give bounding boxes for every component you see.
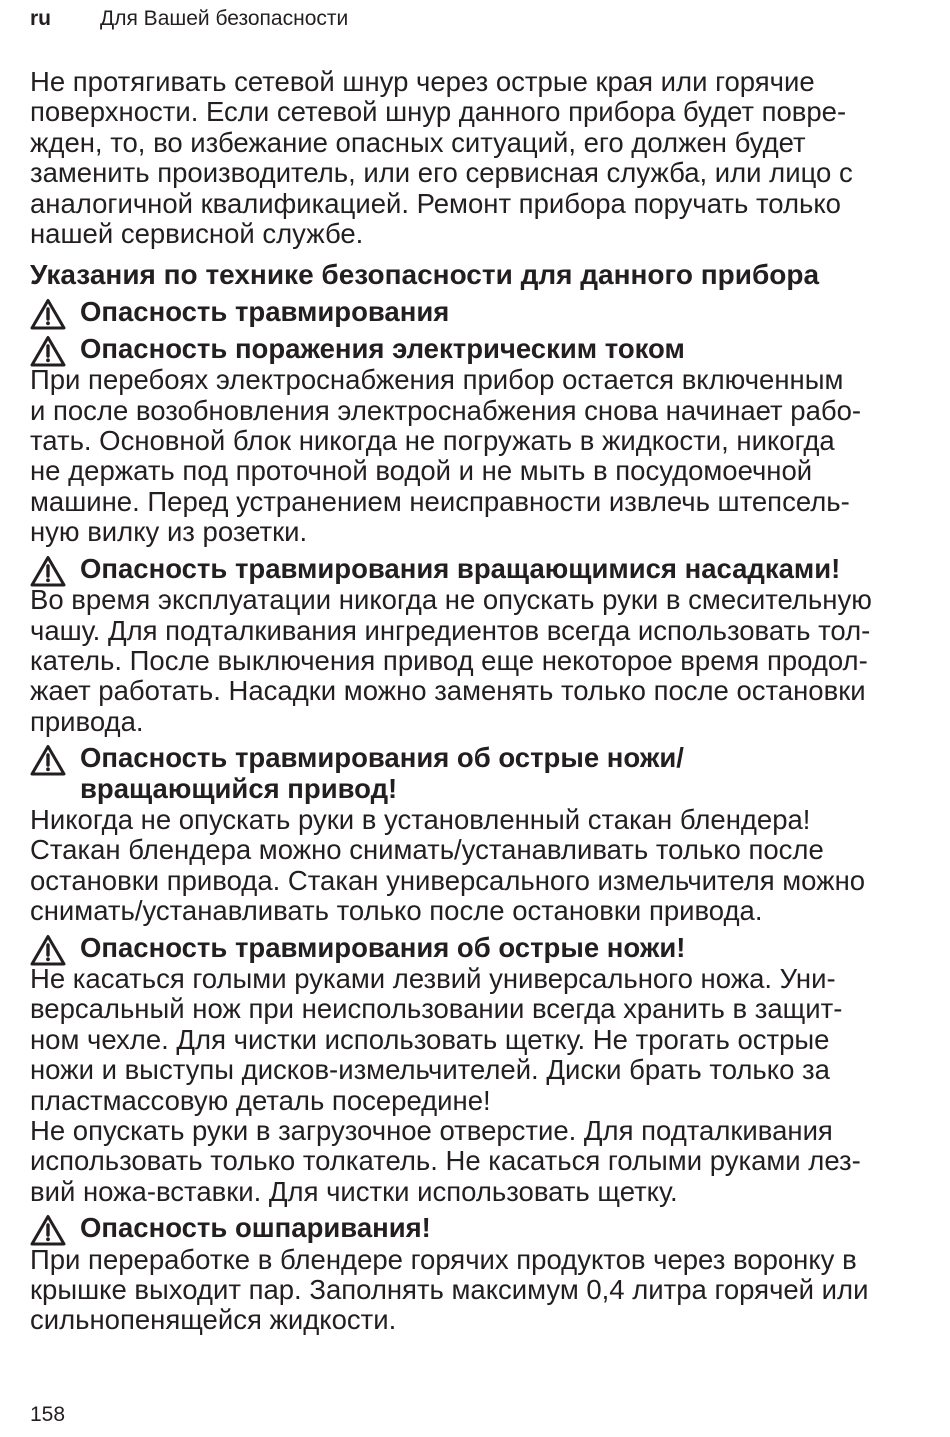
text-line: Не протягивать сетевой шнур через острые края или горячие <box>30 66 815 97</box>
warning-heading <box>30 334 945 364</box>
warning-title-line: Опасность травмирования вращающимися насадками! <box>80 552 841 584</box>
warning-text <box>30 1245 945 1336</box>
text-line: катель. После выключения привод еще некоторое время продол- <box>30 644 868 676</box>
text-line: вий ножа-вставки. Для чистки использовать щетку. <box>30 1175 678 1207</box>
intro-paragraph <box>30 67 945 249</box>
warning-title-line: вращающийся привод! <box>80 772 398 804</box>
text-line: привода. <box>30 705 144 737</box>
text-line: При переработке в блендере горячих продуктов через воронку в <box>30 1243 857 1275</box>
text-line: чашу. Для подталкивания ингредиентов всегда использовать тол- <box>30 614 871 646</box>
warning-text <box>30 365 945 547</box>
page-header <box>30 7 348 31</box>
text-line: заменить производитель, или его сервисная служба, или лицо с <box>30 157 853 189</box>
warning-heading <box>30 743 945 804</box>
page-number: 158 <box>30 1403 66 1426</box>
text-line: крышке выходит пар. Заполнять максимум 0,4 литра горячей или <box>30 1274 869 1306</box>
warning-triangle-icon <box>30 335 66 367</box>
text-line: Никогда не опускать руки в установленный стакан блендера! <box>30 803 811 835</box>
text-line: ножи и выступы дисков-измельчителей. Диски брать только за <box>30 1054 830 1086</box>
text-line: жден, то, во избежание опасных ситуаций, его должен будет <box>30 126 806 158</box>
text-line: Не касаться голыми руками лезвий универсального ножа. Уни- <box>30 962 836 994</box>
language-code: ru <box>30 7 51 30</box>
text-line: сильнопенящейся жидкости. <box>30 1304 397 1336</box>
warning-triangle-icon <box>30 934 66 966</box>
warning-heading <box>30 297 945 327</box>
text-line: нашей сервисной службе. <box>30 218 364 250</box>
warning-heading <box>30 933 945 963</box>
warning-text <box>30 585 945 737</box>
header-section-title: Для Вашей безопасности <box>100 7 349 30</box>
warning-title-line: Опасность поражения электрическим током <box>80 332 685 364</box>
text-line: снимать/устанавливать только после остановки привода. <box>30 895 763 927</box>
text-line: не держать под проточной водой и не мыть в посудомоечной <box>30 455 813 487</box>
warning-text <box>30 805 945 927</box>
text-line: Стакан блендера можно снимать/устанавливать только после <box>30 834 824 866</box>
text-line: аналогичной квалификацией. Ремонт прибора поручать только <box>30 187 841 219</box>
text-line: жает работать. Насадки можно заменять только после остановки <box>30 675 866 707</box>
text-line: тать. Основной блок никогда не погружать в жидкости, никогда <box>30 425 835 457</box>
warning-text <box>30 964 945 1207</box>
warning-title-line: Опасность травмирования об острые ножи! <box>80 931 686 963</box>
text-line: При перебоях электроснабжения прибор остается включенным <box>30 364 844 396</box>
warning-heading <box>30 1213 945 1243</box>
warning-triangle-icon <box>30 744 66 776</box>
warning-heading <box>30 554 945 584</box>
warning-triangle-icon <box>30 555 66 587</box>
text-line: машине. Перед устранением неисправности извлечь штепсель- <box>30 485 850 517</box>
page-content <box>30 67 945 1336</box>
text-line: остановки привода. Стакан универсального измельчителя можно <box>30 864 866 896</box>
text-line: поверхности. Если сетевой шнур данного прибора будет повре- <box>30 96 847 128</box>
warning-triangle-icon <box>30 1214 66 1246</box>
warning-title-line: Опасность ошпаривания! <box>80 1212 431 1244</box>
text-line: использовать только толкатель. Не касаться голыми руками лез- <box>30 1145 861 1177</box>
text-line: Во время эксплуатации никогда не опускать руки в смесительную <box>30 584 872 616</box>
warning-title-line: Опасность травмирования об острые ножи/ <box>80 742 684 774</box>
text-line: и после возобновления электроснабжения снова начинает рабо- <box>30 394 862 426</box>
text-line: версальный нож при неиспользовании всегда хранить в защит- <box>30 993 843 1025</box>
text-line: Не опускать руки в загрузочное отверстие. Для подталкивания <box>30 1115 833 1146</box>
text-line: пластмассовую деталь посередине! <box>30 1084 491 1116</box>
section-title: Указания по технике безопасности для данного прибора <box>30 259 820 291</box>
warning-triangle-icon <box>30 298 66 330</box>
text-line: ном чехле. Для чистки использовать щетку. Не трогать острые <box>30 1023 830 1055</box>
warning-title-line: Опасность травмирования <box>80 296 450 328</box>
text-line: ную вилку из розетки. <box>30 516 308 548</box>
